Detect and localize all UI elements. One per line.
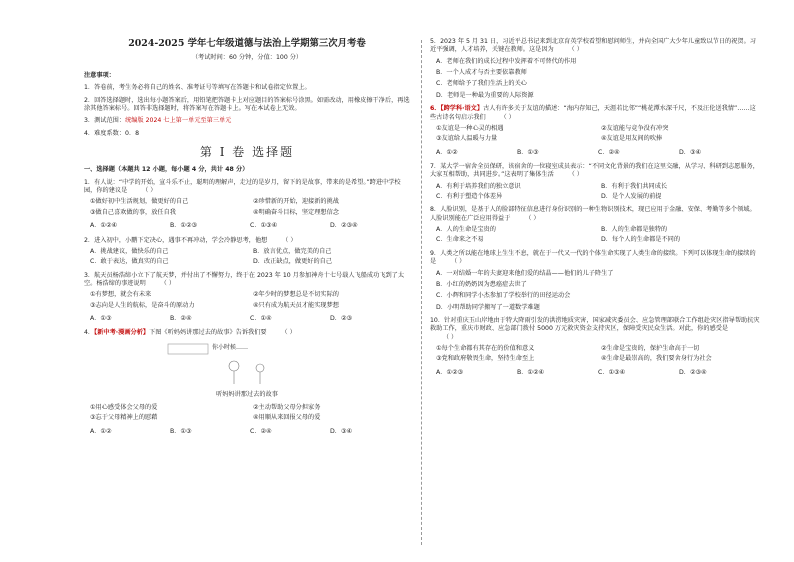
answer-option: D．②③④: [330, 222, 358, 230]
answer-option: B．①②③: [170, 222, 198, 230]
answer-option: B．①③: [517, 148, 539, 156]
statement: ③友谊给人温暖与力量: [436, 135, 498, 143]
answer-option: B．有利于我们共同成长: [601, 182, 668, 190]
answer-option: A．一对结婚一年的夫妻迎来他们爱的结晶——他们的儿子降生了: [436, 269, 614, 277]
answer-option: C．有利于塑造个体差异: [436, 193, 503, 201]
notes-heading: 注意事项：: [84, 72, 115, 80]
answer-option: A．①③: [90, 315, 112, 323]
statement: ②生命是宝贵的，保护生命高于一切: [601, 345, 700, 353]
answer-option: D．改正缺点，做更好的自己: [253, 258, 333, 266]
statement: ②珍惜新的开始，迎接新的挑战: [253, 198, 339, 206]
statement: ①友谊是一种心灵的相遇: [436, 124, 504, 132]
column-divider: [421, 40, 422, 545]
left-column: [84, 38, 410, 442]
answer-option: B．放言优点，做完美的自己: [253, 247, 332, 255]
cartoon-speech: 你小时候……: [212, 343, 249, 351]
question-2-answers: [90, 248, 410, 267]
statement: ④只有成为航天员才能实现梦想: [253, 301, 339, 309]
exam-title: 2024-2025 学年七年级道德与法治上学期第三次月考卷: [128, 38, 366, 49]
answer-option: C．小辉和同学小杰参加了学校举行的田径运动会: [436, 292, 571, 300]
answer-option: B．一个人成才与否主要依靠教师: [436, 69, 527, 77]
answer-option: C．①③④: [598, 368, 626, 376]
question-5: 5．2023 年 5 月 31 日，习近平总书记来到北京育英学校看望和慰问师生，并向全国广大少年儿童致以节日的祝贺。习近平强调，人才培养，关键在教师。这是因为 （ ）: [430, 38, 756, 54]
question-9-answers: [436, 270, 760, 312]
statement: ④明确奋斗目标，坚定理想信念: [253, 208, 339, 216]
statement: ②友谊能与竞争没有冲突: [601, 124, 669, 132]
answer-option: A．老师在我们的成长过程中发挥着不可替代的作用: [436, 57, 577, 65]
question-3-statements: [90, 291, 410, 310]
question-8: 8．人脸识别，是基于人的脸部特征信息进行身份识别的一种生物识别技术，现已应用于金融、安保、考勤等多个领域。人脸识别能在广泛应用得益于 （ ）: [430, 206, 756, 222]
answer-option: D．②③: [330, 315, 353, 323]
answer-option: B．②④: [170, 315, 192, 323]
question-8-answers: [436, 226, 760, 245]
statement: ③党和政府敬畏生命，坚持生命至上: [436, 355, 535, 363]
question-4-statements: [90, 404, 410, 423]
answer-option: B．小红的奶奶因为患癌症去世了: [436, 280, 527, 288]
answer-option: D．老师是一种最为重要的人际资源: [436, 91, 534, 99]
statement: ④生命是最崇高的，我们要舍身行为社会: [601, 355, 712, 363]
answer-option: B．人的生命都是独特的: [601, 226, 668, 234]
question-10-answers: [436, 369, 760, 377]
answer-option: A．人的生命是宝贵的: [436, 226, 496, 234]
note-item: 2．回答选择题时，选出每小题答案后，用铅笔把答题卡上对应题目的答案标号涂黑。如需改动，用橡皮擦干净后，再选涂其他答案标号。回答非选择题时，将答案写在答题卡上。写在本试卷上无效。: [84, 96, 410, 113]
question-3: 3．航天员杨浩缔小立下了航天梦，并付出了不懈努力，终于在 2023 年 10 月参加神舟十七号载人飞船成功飞到了太空。杨浩缔的事迹说明 （ ）: [84, 271, 405, 287]
cartoon-illustration: [84, 342, 410, 400]
right-column: [430, 38, 760, 383]
question-9: 9．人类之所以能在地球上生生不息，就在于一代又一代的个体生命实现了人类生命的接续。下列可以体现生命的接续的是 （ ）: [430, 249, 756, 266]
note-item: 3．测试范围：统编版 2024 七上第一单元至第三单元: [84, 117, 232, 125]
cartoon-caption: 听妈妈讲那过去的故事: [216, 391, 278, 399]
question-7: 7．某大学一宿舍全员保研，该宿舍的一位寝室成员表示：“不同文化背景的我们在这里交融，从学习、科研到志愿服务，大家互相帮助，共同进步。”这表明了集体生活 （ ）: [430, 162, 759, 179]
question-10: 10．针对重庆玉山岸地由于特大降雨引发的洪涝地质灾害，国家减灾委员会、应急管理部联合工作组赴灾区指导帮助抗灾救助工作，重庆市财政、应急部门拨付 5000 万元救灾资金支持灾区，保障受灾民众生活。对此，你的感受是 （ ）: [430, 316, 760, 341]
answer-option: C．生命来之不易: [436, 236, 484, 244]
question-6: 6．【跨学科·语文】古人有许多关于友谊的描述：“海内存知己，天涯若比邻”“桃花潭水深千尺，不及汪伦送我情”……这些古诗名句启示我们 （ ）: [430, 105, 756, 121]
answer-option: A．①②: [90, 427, 112, 435]
question-6-answers: [436, 149, 760, 157]
question-10-statements: [436, 345, 760, 364]
volume-title: 第 Ⅰ 卷 选择题: [199, 145, 295, 160]
answer-option: C．①③④: [250, 222, 278, 230]
statement: ②年少时的梦想总是不切实际的: [253, 291, 339, 299]
question-4: 4．【新中考·漫画分析】下图《听妈妈讲那过去的故事》告诉我们要 （ ）: [84, 329, 296, 337]
section-heading: 一、选择题（本题共 12 小题，每小题 4 分，共计 48 分）: [84, 166, 249, 174]
statement: ①做好初中生活规划，做更好的自己: [90, 198, 189, 206]
exam-subtitle: （考试时间：60 分钟，分值：100 分）: [191, 53, 303, 61]
answer-option: C．敢于表达，做真实的自己: [90, 258, 169, 266]
note-item: 4．难度系数：0．8: [84, 129, 140, 137]
question-3-answers: [90, 315, 410, 323]
answer-option: D．每个人的生命都是不同的: [601, 236, 681, 244]
answer-option: A．①②: [436, 148, 458, 156]
question-5-answers: [436, 58, 760, 100]
statement: ③忘于父母精神上的慰藉: [90, 414, 158, 422]
question-7-answers: [436, 183, 760, 202]
answer-option: D．②③④: [679, 368, 707, 376]
question-1-answers: [90, 222, 410, 230]
scope-value: 统编版 2024 七上第一单元至第三单元: [125, 117, 232, 125]
statement: ③做自己喜欢做的事，放任自我: [90, 208, 176, 216]
question-1-statements: [90, 198, 410, 217]
answer-option: A．有利于培养我们的独立意识: [436, 182, 521, 190]
answer-option: D．③④: [330, 427, 353, 435]
statement: ②主动帮助父母分担家务: [253, 403, 321, 411]
answer-option: C．②④: [598, 148, 620, 156]
answer-option: D．③④: [679, 148, 702, 156]
question-2: 2．进入初中，小鹏下定决心，遇事不再冲动，学会冷静思考，他想 （ ）: [84, 236, 297, 244]
statement: ④友谊是用友间的吹捧: [601, 135, 663, 143]
answer-option: C．①④: [250, 315, 272, 323]
question-tag: 6．【跨学科·语文】: [430, 105, 484, 113]
statement: ①有梦想，就会有未来: [90, 291, 152, 299]
statement: ①用心感受体会父母的爱: [90, 403, 158, 411]
statement: ④用顺从来回报父母的爱: [253, 414, 321, 422]
question-4-answers: [90, 428, 410, 436]
answer-option: C．②④: [250, 427, 272, 435]
statement: ③志向是人生的航标，是奋斗的原动力: [90, 301, 195, 309]
note-item: 1．答卷前，考生务必将自己的姓名、准考证号等填写在答题卡和试卷指定位置上。: [84, 84, 311, 92]
answer-option: D．小明帮助同学搬写了一道数学难题: [436, 303, 540, 311]
answer-option: B．①③: [170, 427, 192, 435]
answer-option: A．挑战建议，做快乐的自己: [90, 247, 169, 255]
answer-option: C．老师给予了我们生活上的关心: [436, 80, 527, 88]
answer-option: B．①②④: [517, 368, 545, 376]
statement: ①每个生命都有其存在的价值和意义: [436, 345, 535, 353]
answer-option: A．①②④: [90, 222, 118, 230]
question-6-statements: [436, 125, 760, 144]
question-tag: 【新中考·漫画分析】: [94, 329, 150, 337]
answer-option: D．是个人发展的前提: [601, 193, 662, 201]
answer-option: A．①②③: [436, 368, 464, 376]
question-1: 1．有人说：“中学的开始，宣斗乐不止，聪明的理解声，走过的是岁月，留下的是故事，带来的是希望。”跨进中学校园，你的建议是 （ ）: [84, 178, 401, 195]
